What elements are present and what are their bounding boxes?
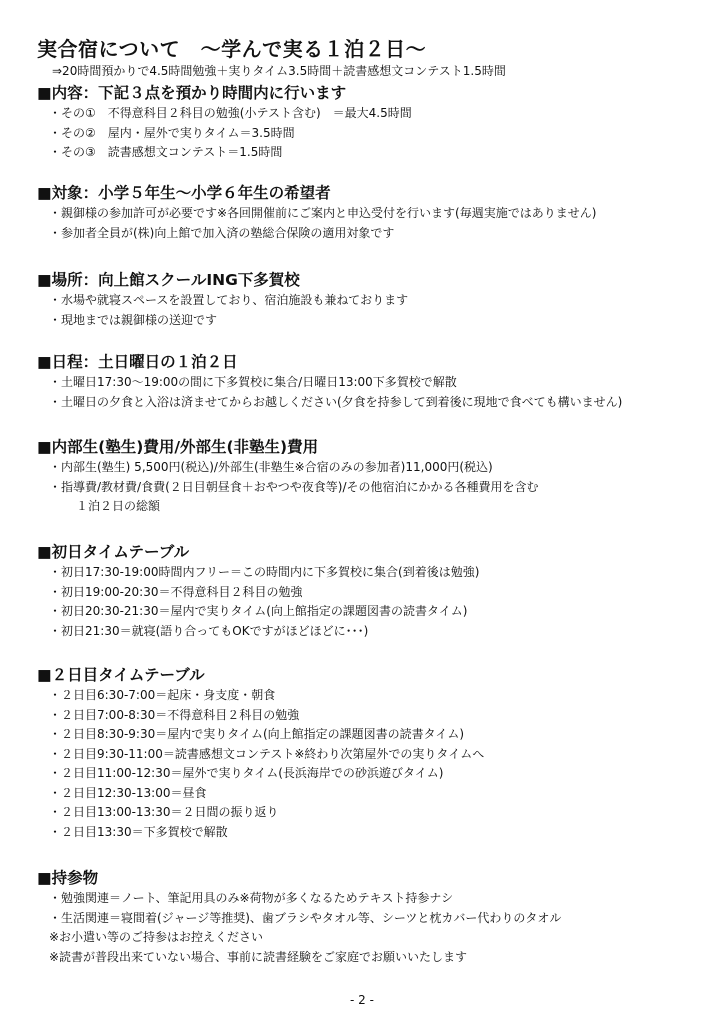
list-item: ・２日目6:30-7:00＝起床・身支度・朝食: [49, 688, 276, 702]
section-heading: ■持参物: [37, 869, 99, 887]
list-item: ・内部生(塾生) 5,500円(税込)/外部生(非塾生※合宿のみの参加者)11,000円(税込): [49, 460, 493, 474]
page-subtitle: ⇒20時間預かりで4.5時間勉強＋実りタイム3.5時間＋読書感想文コンテスト1.5時間: [52, 64, 506, 78]
list-item: ・勉強関連＝ノート、筆記用具のみ※荷物が多くなるためテキスト持参ナシ: [49, 891, 454, 905]
list-item: ・２日目8:30-9:30＝屋内で実りタイム(向上館指定の課題図書の読書タイム): [49, 727, 465, 741]
list-item: ・２日目9:30-11:00＝読書感想文コンテスト※終わり次第屋外での実りタイムへ: [49, 746, 485, 761]
list-item: ・土曜日の夕食と入浴は済ませてからお越しください(夕食を持参して到着後に現地で食べても構いません): [49, 394, 623, 409]
section-schedule: [37, 351, 707, 412]
list-item: ・その① 不得意科目２科目の勉強(小テスト含む) ＝最大4.5時間: [49, 106, 412, 120]
section-content: [37, 82, 707, 163]
section-heading: ■内部生(塾生)費用/外部生(非塾生)費用: [37, 438, 319, 456]
section-belongings: [37, 867, 707, 967]
list-item: ・参加者全員が(株)向上館で加入済の塾総合保険の適用対象です: [49, 225, 395, 240]
list-item: ・親御様の参加許可が必要です※各回開催前にご案内と申込受付を行います(毎週実施ではありません): [49, 206, 597, 220]
list-item: ・現地までは親御様の送迎です: [49, 312, 218, 327]
list-item: ・水場や就寝スペースを設置しており、宿泊施設も兼ねております: [49, 293, 409, 307]
list-item: ・２日目7:00-8:30＝不得意科目２科目の勉強: [49, 707, 300, 722]
list-item: ・２日目13:30＝下多賀校で解散: [49, 824, 228, 839]
list-item: ・初日21:30＝就寝(語り合ってもOKですがほどほどに･･･): [49, 623, 369, 638]
section-heading: ■対象：小学５年生～小学６年生の希望者: [37, 184, 331, 202]
list-item: ・初日20:30-21:30＝屋内で実りタイム(向上館指定の課題図書の読書タイム): [49, 604, 468, 618]
section-day1-timetable: [37, 541, 707, 641]
section-day2-timetable: [37, 664, 707, 842]
section-heading: ■日程：土日曜日の１泊２日: [37, 353, 238, 371]
section-location: [37, 269, 707, 330]
section-heading: ■内容：下記３点を預かり時間内に行います: [37, 84, 347, 102]
list-item: ・生活関連＝寝間着(ジャージ等推奨)、歯ブラシやタオル等、シーツと枕カバー代わりのタオル: [49, 910, 562, 925]
note-text: ※お小遣い等のご持参はお控えください: [49, 930, 264, 944]
list-item: ・土曜日17:30～19:00の間に下多賀校に集合/日曜日13:00下多賀校で解散: [49, 375, 457, 389]
section-fees: [37, 436, 707, 517]
section-heading: ■２日目タイムテーブル: [37, 666, 205, 684]
list-item: ・その② 屋内・屋外で実りタイム＝3.5時間: [49, 125, 295, 140]
page-number: - 2 -: [350, 993, 374, 1007]
note-text: ※読書が普段出来ていない場合、事前に読書経験をご家庭でお願いいたします: [49, 949, 468, 964]
section-target: [37, 182, 707, 243]
section-heading: ■初日タイムテーブル: [37, 543, 190, 561]
list-item: ・２日目11:00-12:30＝屋外で実りタイム(長浜海岸での砂浜遊びタイム): [49, 766, 444, 780]
list-item: ・初日19:00-20:30＝不得意科目２科目の勉強: [49, 584, 303, 599]
list-item: ・２日目13:00-13:30＝２日間の振り返り: [49, 805, 279, 819]
list-item: ・その③ 読書感想文コンテスト＝1.5時間: [49, 145, 283, 159]
section-heading: ■場所：向上館スクールING下多賀校: [37, 271, 300, 289]
list-item-continuation: １泊２日の総額: [76, 499, 161, 513]
list-item: ・指導費/教材費/食費(２日目朝昼食＋おやつや夜食等)/その他宿泊にかかる各種費用を含む: [49, 479, 539, 494]
list-item: ・初日17:30-19:00時間内フリー＝この時間内に下多賀校に集合(到着後は勉強): [49, 565, 480, 579]
page-title: 実合宿について ～学んで実る１泊２日～: [37, 37, 427, 61]
list-item: ・２日目12:30-13:00＝昼食: [49, 785, 207, 800]
